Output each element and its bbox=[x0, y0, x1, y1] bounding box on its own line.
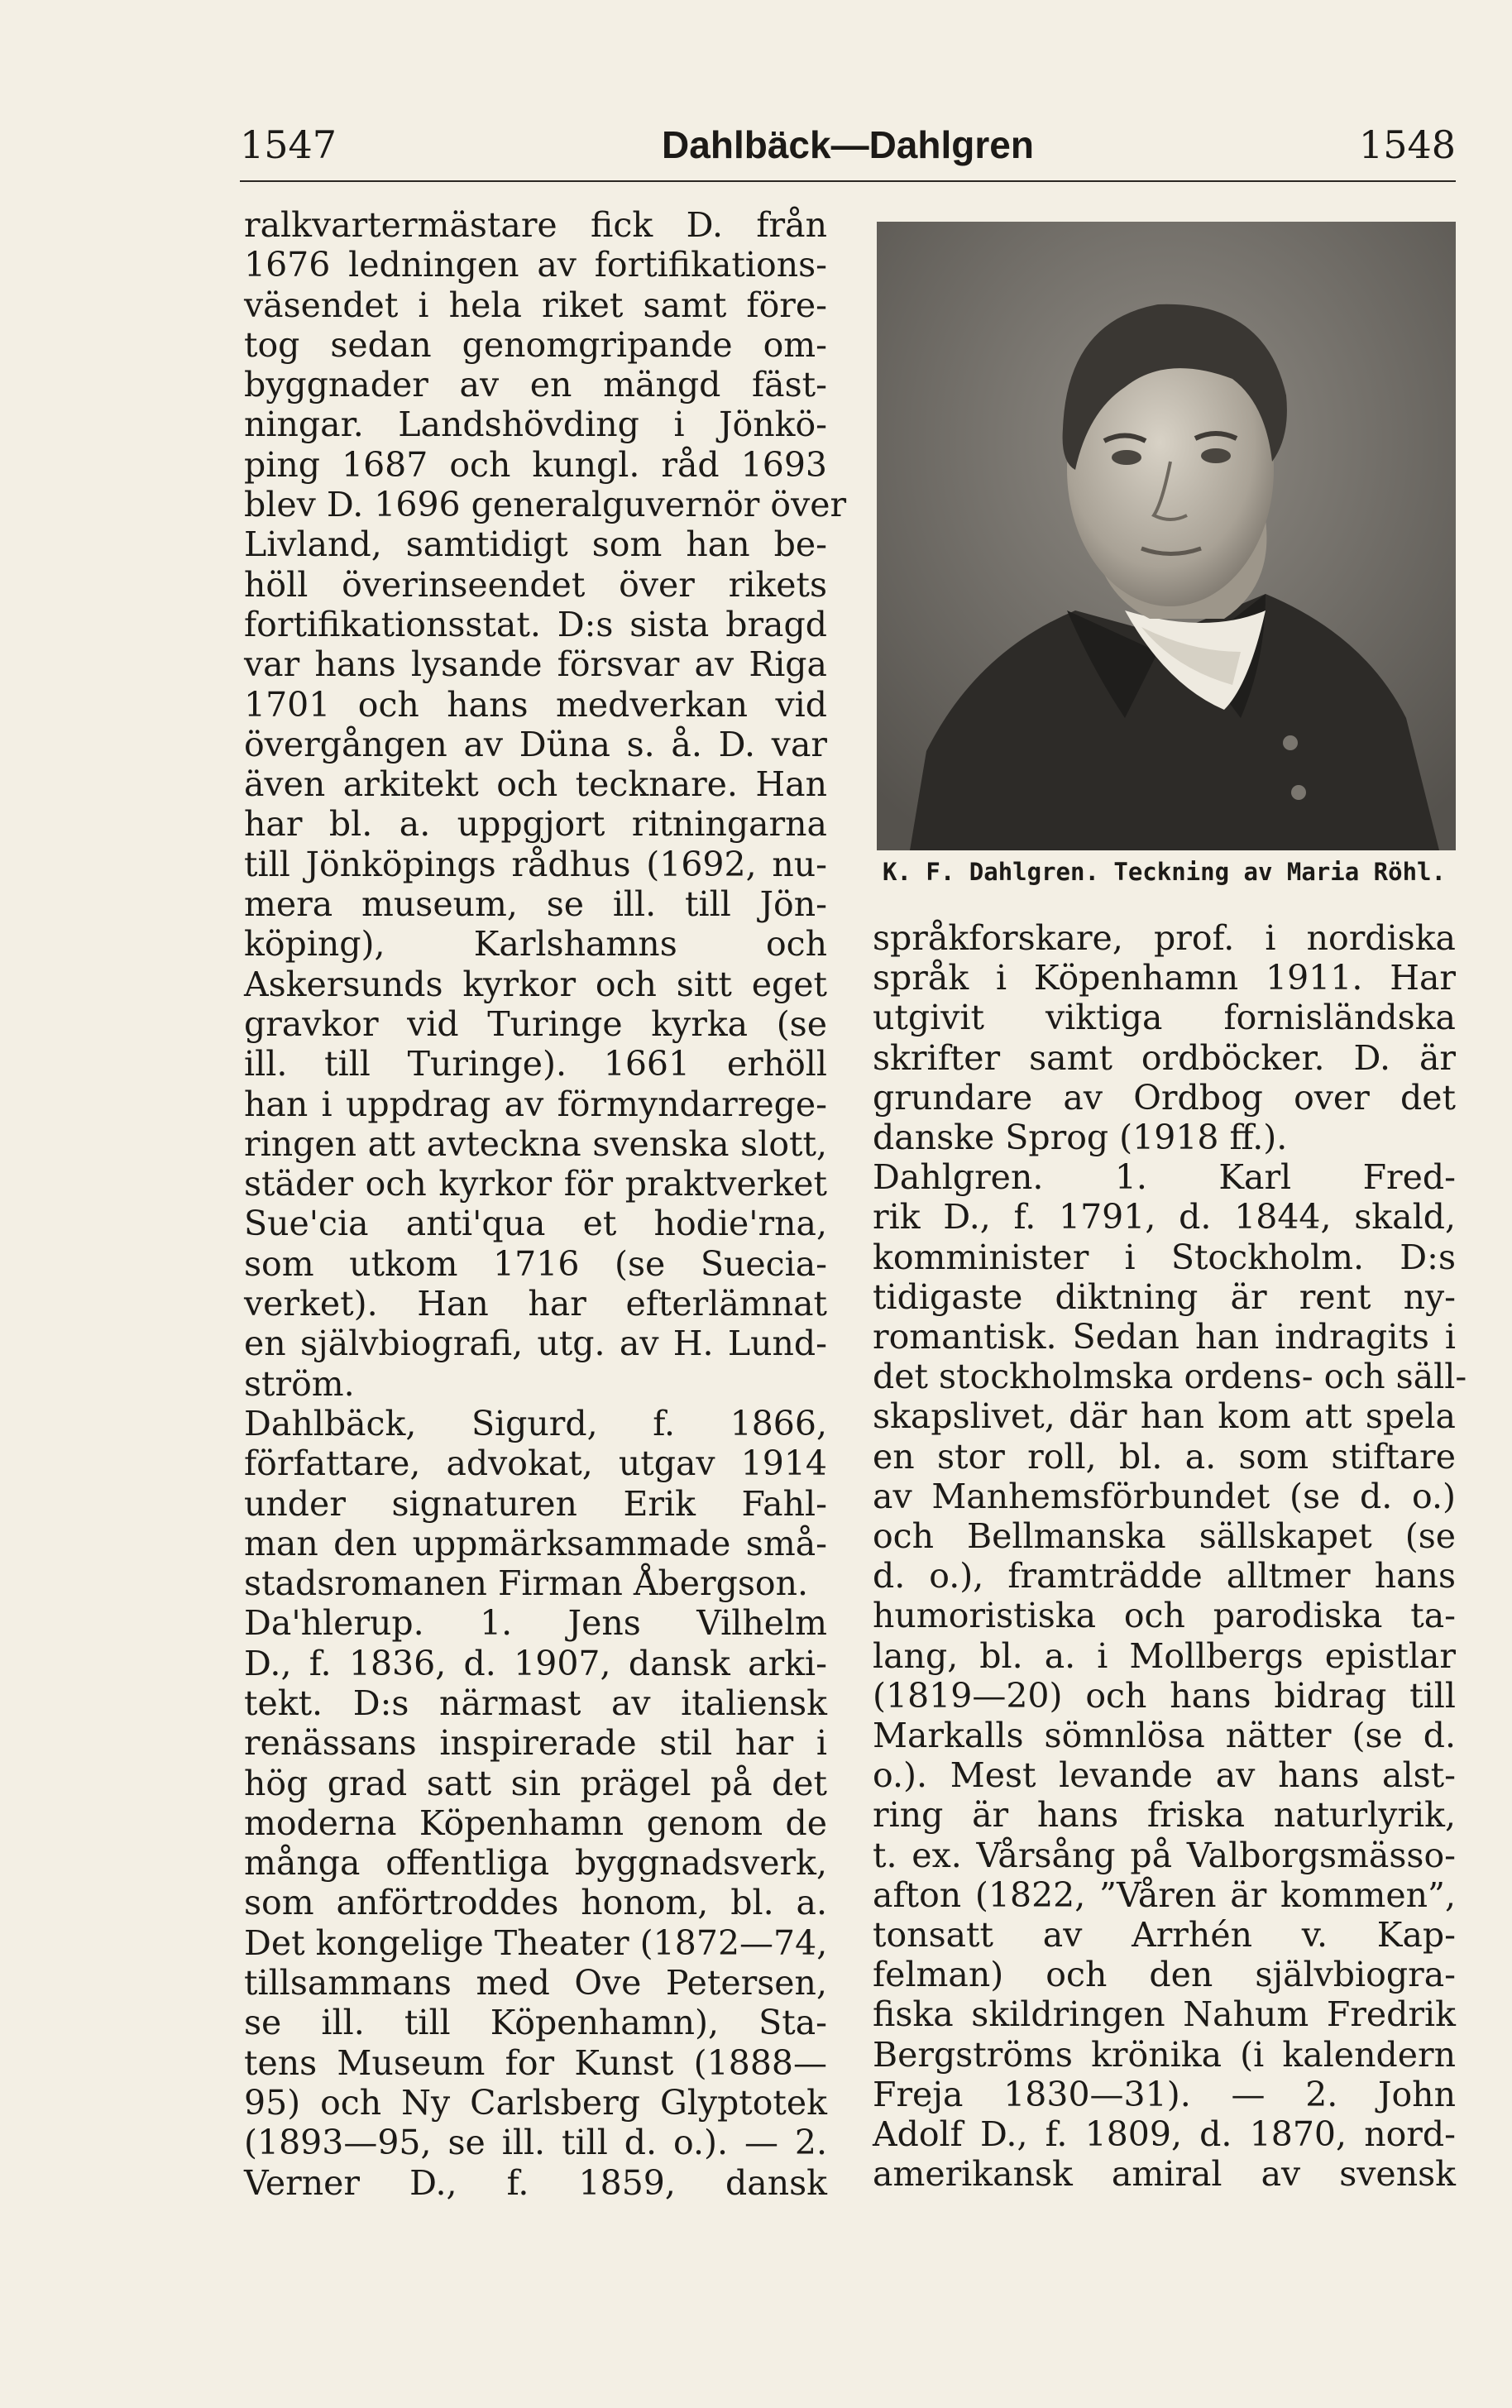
text-line: d. o.), framträdde alltmer hans bbox=[873, 1556, 1456, 1597]
text-line: en stor roll, bl. a. som stiftare bbox=[873, 1436, 1456, 1477]
text-line: ping 1687 och kungl. råd 1693 bbox=[244, 444, 827, 485]
text-line: Adolf D., f. 1809, d. 1870, nord- bbox=[873, 2114, 1456, 2155]
text-line: danske Sprog (1918 ff.). bbox=[873, 1118, 1288, 1158]
text-line: som utkom 1716 (se Suecia- bbox=[244, 1243, 827, 1284]
text-line: t. ex. Vårsång på Valborgsmässo- bbox=[873, 1835, 1456, 1875]
text-line: Sue'cia anti'qua et hodie'rna, bbox=[244, 1204, 827, 1244]
text-line: humoristiska och parodiska ta- bbox=[873, 1596, 1456, 1636]
text-line: hög grad satt sin prägel på det bbox=[244, 1763, 827, 1803]
text-line: Dahlbäck, Sigurd, f. 1866, bbox=[244, 1403, 827, 1443]
text-line: ill. till Turinge). 1661 erhöll bbox=[244, 1044, 827, 1084]
text-line: komminister i Stockholm. D:s bbox=[873, 1237, 1456, 1277]
text-line: har bl. a. uppgjort ritningarna bbox=[244, 804, 827, 845]
portrait-drawing bbox=[877, 222, 1456, 850]
text-line: Askersunds kyrkor och sitt eget bbox=[244, 964, 827, 1004]
text-line: under signaturen Erik Fahl- bbox=[244, 1483, 827, 1524]
text-line: var hans lysande försvar av Riga bbox=[244, 644, 827, 685]
header-title: Dahlbäck—Dahlgren bbox=[662, 123, 1034, 166]
text-line: Det kongelige Theater (1872—74, bbox=[244, 1922, 828, 1963]
text-line: 95) och Ny Carlsberg Glyptotek bbox=[244, 2082, 827, 2123]
text-line: 1676 ledningen av fortifikations- bbox=[244, 245, 827, 285]
text-line: Markalls sömnlösa nätter (se d. bbox=[873, 1716, 1456, 1756]
text-line: gravkor vid Turinge kyrka (se bbox=[244, 1003, 827, 1044]
text-line: köping), Karlshamns och bbox=[244, 924, 827, 965]
text-line: övergången av Düna s. å. D. var bbox=[244, 724, 827, 764]
text-line: renässans inspirerade stil har i bbox=[244, 1723, 827, 1764]
text-line: tidigaste diktning är rent ny- bbox=[873, 1276, 1456, 1317]
text-line: romantisk. Sedan han indragits i bbox=[873, 1317, 1456, 1357]
text-line: lang, bl. a. i Mollbergs epistlar bbox=[873, 1635, 1456, 1676]
portrait-caption: K. F. Dahlgren. Teckning av Maria Röhl. bbox=[883, 858, 1446, 886]
text-line: ring är hans friska naturlyrik, bbox=[873, 1795, 1456, 1836]
text-line: amerikansk amiral av svensk bbox=[873, 2154, 1456, 2195]
text-line: verket). Han har efterlämnat bbox=[244, 1284, 827, 1324]
left-column bbox=[244, 205, 847, 2203]
page-number-right: 1548 bbox=[1358, 122, 1456, 167]
text-line: D., f. 1836, d. 1907, dansk arki- bbox=[244, 1643, 827, 1683]
text-line: som anförtroddes honom, bl. a. bbox=[244, 1883, 827, 1923]
text-line: Dahlgren. 1. Karl Fred- bbox=[873, 1157, 1456, 1198]
text-line: tog sedan genomgripande om- bbox=[244, 324, 827, 365]
text-line: tekt. D:s närmast av italiensk bbox=[244, 1683, 827, 1723]
text-line: ralkvartermästare fick D. från bbox=[244, 205, 827, 245]
text-line: man den uppmärksammade små- bbox=[244, 1523, 827, 1563]
text-line: se ill. till Köpenhamn), Sta- bbox=[244, 2003, 827, 2043]
text-line: moderna Köpenhamn genom de bbox=[244, 1802, 827, 1843]
text-line: byggnader av en mängd fäst- bbox=[244, 365, 827, 405]
text-line: höll överinseendet över rikets bbox=[244, 564, 827, 605]
text-line: skrifter samt ordböcker. D. är bbox=[873, 1037, 1456, 1078]
text-line: fortifikationsstat. D:s sista bragd bbox=[244, 604, 827, 644]
text-line: blev D. 1696 generalguvernör över bbox=[244, 485, 847, 525]
text-line: (1819—20) och hans bidrag till bbox=[873, 1675, 1456, 1716]
text-line: afton (1822, ”Våren är kommen”, bbox=[873, 1874, 1456, 1915]
text-line: o.). Mest levande av hans alst- bbox=[873, 1755, 1456, 1796]
portrait-image bbox=[877, 222, 1456, 850]
text-line: fiska skildringen Nahum Fredrik bbox=[873, 1994, 1456, 2035]
text-line: till Jönköpings rådhus (1692, nu- bbox=[244, 844, 827, 884]
text-line: det stockholmska ordens- och säll- bbox=[873, 1357, 1467, 1397]
text-line: mera museum, se ill. till Jön- bbox=[244, 884, 827, 925]
text-line: och Bellmanska sällskapet (se bbox=[873, 1516, 1456, 1557]
text-line: ringen att avteckna svenska slott, bbox=[244, 1123, 827, 1164]
text-line: skapslivet, där han kom att spela bbox=[873, 1396, 1456, 1437]
text-line: av Manhemsförbundet (se d. o.) bbox=[873, 1476, 1456, 1516]
text-line: många offentliga byggnadsverk, bbox=[244, 1843, 827, 1884]
text-line: Verner D., f. 1859, dansk bbox=[244, 2162, 827, 2203]
text-line: (1893—95, se ill. till d. o.). — 2. bbox=[244, 2123, 827, 2163]
text-line: Da'hlerup. 1. Jens Vilhelm bbox=[244, 1603, 827, 1644]
text-line: språkforskare, prof. i nordiska bbox=[873, 918, 1456, 958]
text-line: väsendet i hela riket samt före- bbox=[244, 285, 827, 325]
text-line: ningar. Landshövding i Jönkö- bbox=[244, 405, 827, 445]
text-line: felman) och den självbiogra- bbox=[873, 1955, 1456, 1995]
text-line: tens Museum for Kunst (1888— bbox=[244, 2042, 827, 2083]
text-line: författare, advokat, utgav 1914 bbox=[244, 1443, 827, 1484]
text-line: en självbiografi, utg. av H. Lund- bbox=[244, 1324, 827, 1364]
text-line: Freja 1830—31). — 2. John bbox=[873, 2074, 1456, 2114]
text-line: Bergströms krönika (i kalendern bbox=[873, 2034, 1456, 2075]
text-line: ström. bbox=[244, 1363, 355, 1404]
text-line: stadsromanen Firman Åbergson. bbox=[244, 1563, 809, 1604]
text-line: språk i Köpenhamn 1911. Har bbox=[873, 958, 1456, 998]
text-line: även arkitekt och tecknare. Han bbox=[244, 764, 827, 805]
page-number-left: 1547 bbox=[240, 122, 337, 167]
text-line: han i uppdrag av förmyndarrege- bbox=[244, 1084, 827, 1124]
header-rule bbox=[240, 180, 1456, 182]
text-line: 1701 och hans medverkan vid bbox=[244, 684, 827, 725]
text-line: Livland, samtidigt som han be- bbox=[244, 524, 827, 565]
right-column bbox=[873, 918, 1467, 2195]
text-line: grundare av Ordbog over det bbox=[873, 1077, 1456, 1118]
text-line: tillsammans med Ove Petersen, bbox=[244, 1963, 827, 2003]
text-line: tonsatt av Arrhén v. Kap- bbox=[873, 1915, 1456, 1956]
text-line: rik D., f. 1791, d. 1844, skald, bbox=[873, 1197, 1456, 1238]
running-header bbox=[240, 116, 1456, 174]
text-line: städer och kyrkor för praktverket bbox=[244, 1164, 827, 1204]
text-line: utgivit viktiga fornisländska bbox=[873, 998, 1456, 1038]
